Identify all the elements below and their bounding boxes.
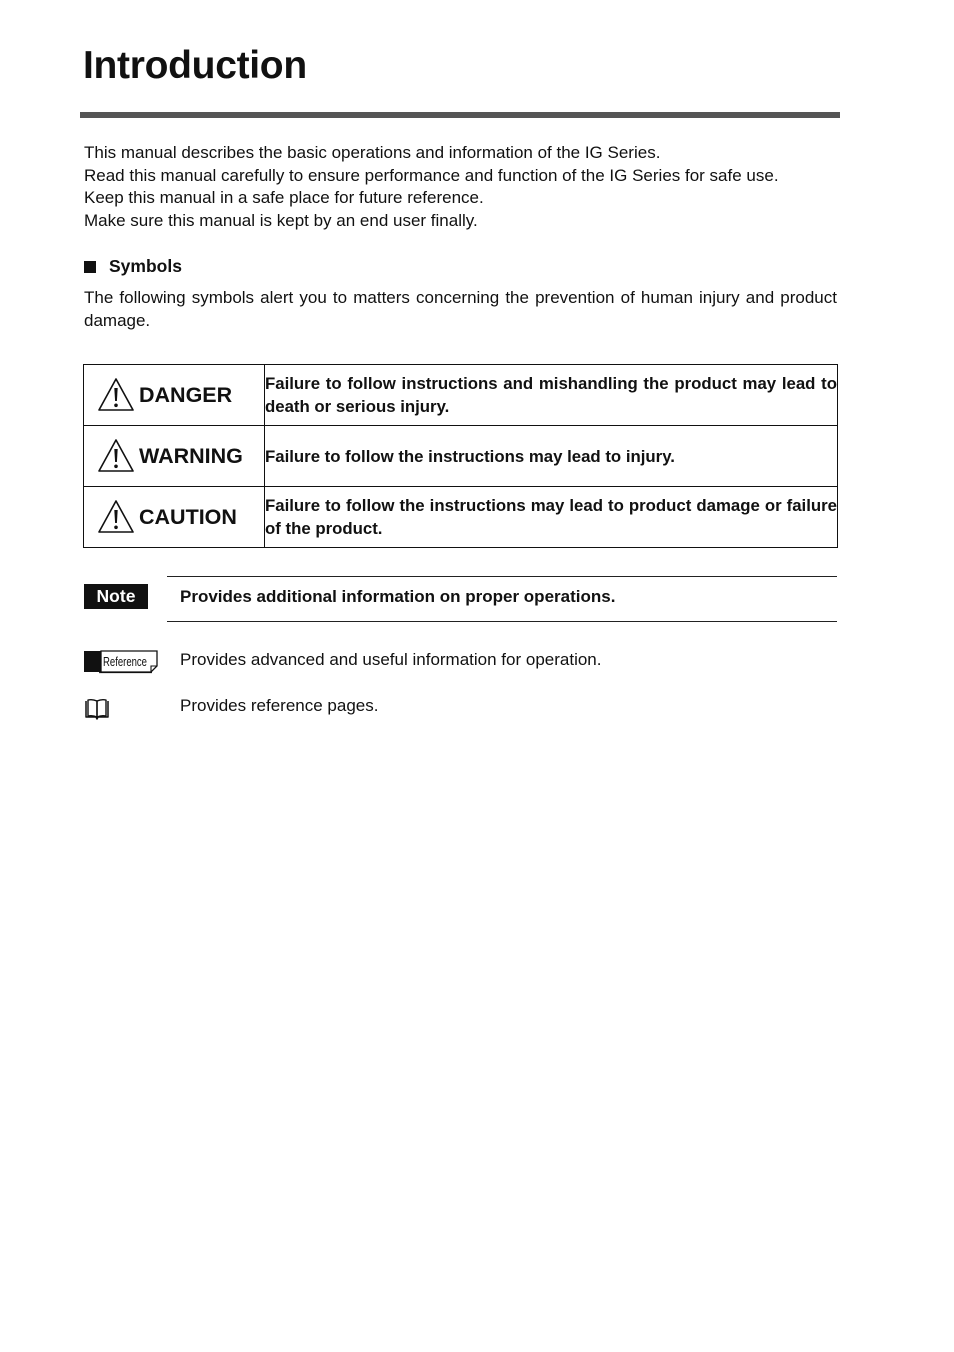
symbols-heading-label: Symbols [109,256,182,276]
intro-line: Keep this manual in a safe place for future reference. [84,188,484,208]
note-box [167,576,837,622]
warning-description: Failure to follow the instructions may lead to injury. [265,426,838,487]
symbol-label-cell [84,365,265,426]
symbol-label-cell [84,487,265,548]
symbol-row-danger [84,365,838,426]
danger-label: DANGER [139,382,233,407]
caution-label: CAUTION [139,504,237,529]
warning-triangle-icon [97,377,135,413]
square-bullet-icon [84,261,96,273]
intro-line: Read this manual carefully to ensure performance and function of the IG Series for safe use. [84,165,779,185]
symbol-row-warning [84,426,838,487]
note-text: Provides additional information on proper operations. [180,587,616,606]
symbol-label-cell [84,426,265,487]
symbols-heading [84,256,182,277]
reference-tag-label: Reference [103,655,148,669]
warning-label: WARNING [139,443,243,468]
caution-description: Failure to follow the instructions may lead to product damage or failure of the product. [265,487,838,548]
intro-line: Make sure this manual is kept by an end user finally. [84,210,478,230]
danger-description: Failure to follow instructions and mishandling the product may lead to death or serious injury. [265,365,838,426]
open-book-icon [84,698,110,720]
warning-triangle-icon [97,438,135,474]
note-badge: Note [84,584,148,609]
title-rule [80,112,840,118]
symbols-description: The following symbols alert you to matters concerning the prevention of human injury and product damage. [84,288,837,330]
symbols-table [83,364,838,548]
reference-text: Provides advanced and useful information for operation. [180,650,602,669]
intro-text [84,142,844,232]
symbol-row-caution [84,487,838,548]
intro-line: This manual describes the basic operations and information of the IG Series. [84,143,661,162]
reference-tag-icon [84,648,158,674]
reference-pages-text: Provides reference pages. [180,696,379,715]
warning-triangle-icon [97,499,135,535]
page-title: Introduction [83,44,307,87]
